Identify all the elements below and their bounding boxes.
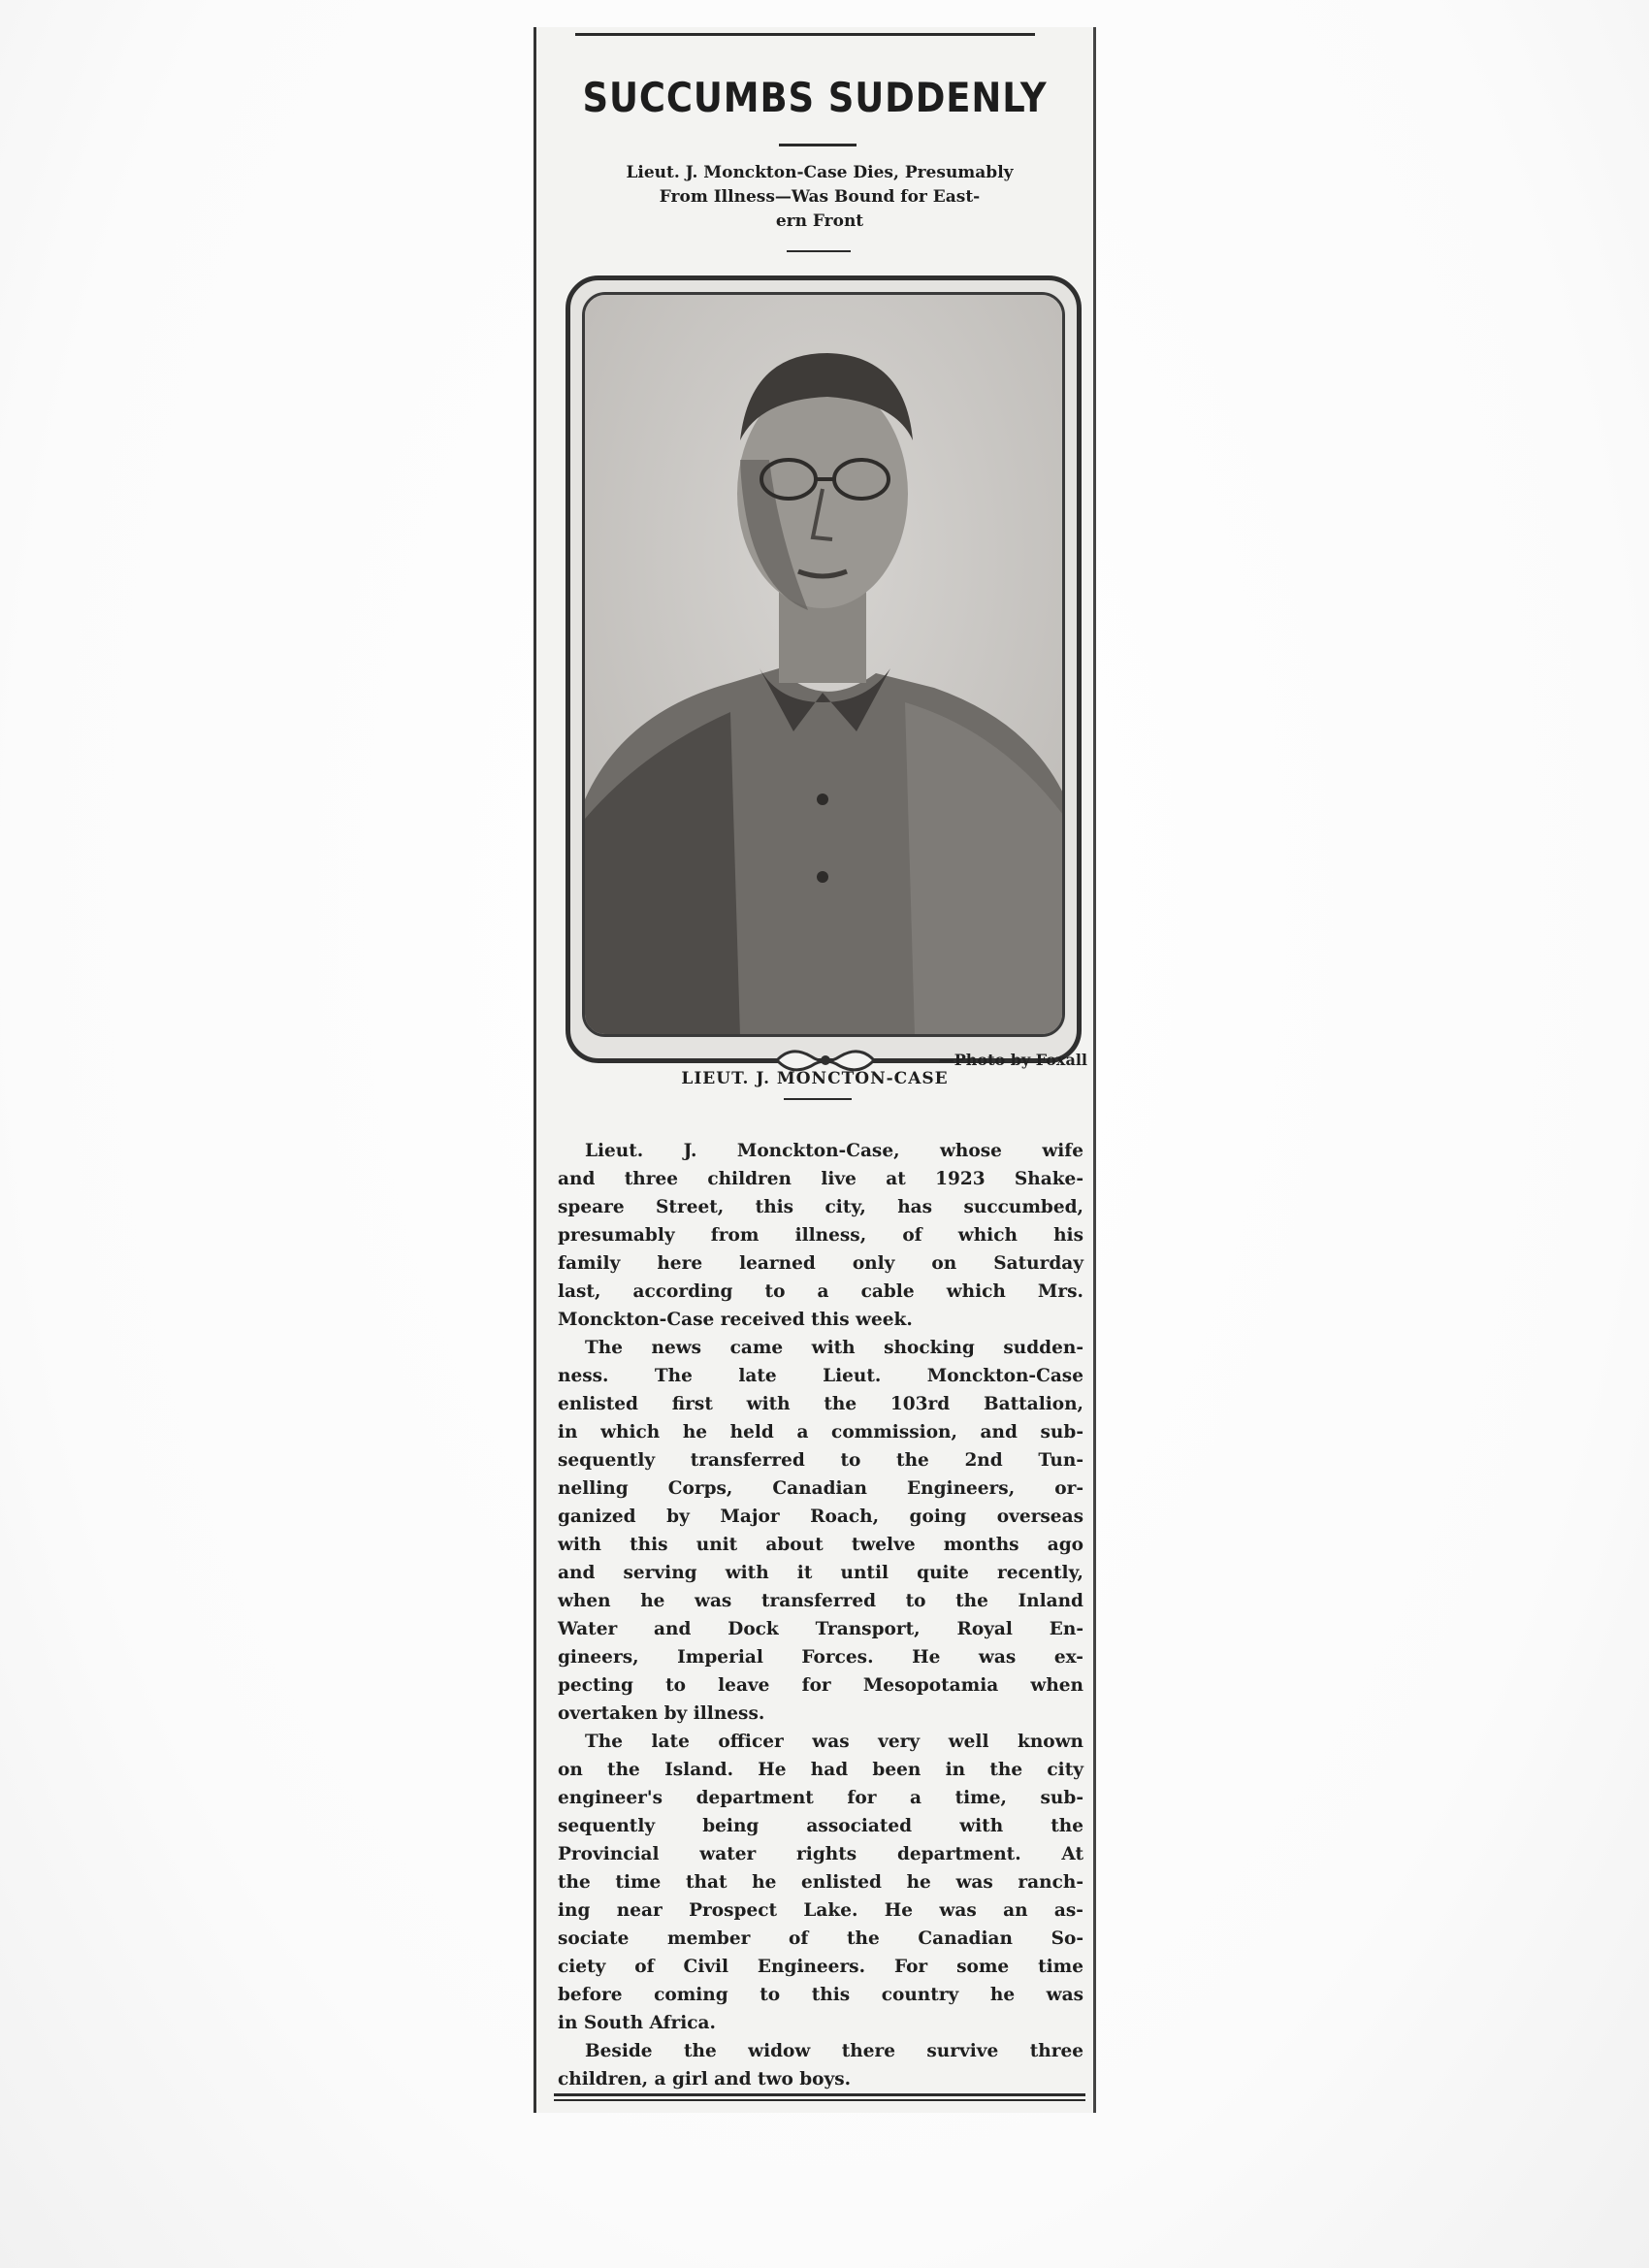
- article-line: and serving with it until quite recently,: [558, 1563, 1083, 1583]
- subheadline-line: ern Front: [775, 211, 864, 231]
- article-line: and three children live at 1923 Shake-: [558, 1169, 1083, 1189]
- article-line: ciety of Civil Engineers. For some time: [558, 1957, 1083, 1977]
- top-rule: [575, 33, 1035, 36]
- subheadline-divider: [787, 250, 851, 252]
- article-line: Lieut. J. Monckton-Case, whose wife: [585, 1141, 1083, 1161]
- article-line: in South Africa.: [558, 2013, 716, 2033]
- article-line: in which he held a commission, and sub-: [558, 1422, 1083, 1442]
- article-line: speare Street, this city, has succumbed,: [558, 1197, 1083, 1217]
- article-line: the time that he enlisted he was ranch-: [558, 1872, 1083, 1893]
- photo-caption: LIEUT. J. MONCTON-CASE: [681, 1069, 949, 1088]
- article-body: [558, 1137, 1083, 2093]
- subheadline-line: From Illness—Was Bound for East-: [659, 187, 981, 207]
- subheadline-line: Lieut. J. Monckton-Case Dies, Presumably: [626, 163, 1014, 182]
- portrait-photo: [582, 292, 1065, 1037]
- soldier-portrait-image: [585, 295, 1065, 1036]
- photo-credit: —Photo by Foxall: [938, 1051, 1087, 1069]
- article-line: presumably from illness, of which his: [558, 1225, 1083, 1246]
- subheadline: [556, 161, 1083, 234]
- article-line: on the Island. He had been in the city: [558, 1760, 1083, 1780]
- headline: SUCCUMBS SUDDENLY: [582, 74, 1048, 121]
- article-line: overtaken by illness.: [558, 1703, 765, 1724]
- article-line: pecting to leave for Mesopotamia when: [558, 1675, 1083, 1696]
- headline-divider: [779, 144, 857, 146]
- article-line: enlisted first with the 103rd Battalion,: [558, 1394, 1083, 1414]
- article-line: Water and Dock Transport, Royal En-: [558, 1619, 1083, 1639]
- article-line: ing near Prospect Lake. He was an as-: [558, 1900, 1083, 1921]
- portrait-photo-frame: [566, 275, 1082, 1063]
- article-line: sequently transferred to the 2nd Tun-: [558, 1450, 1083, 1471]
- article-line: sequently being associated with the: [558, 1816, 1083, 1836]
- article-line: The news came with shocking sudden-: [585, 1338, 1083, 1358]
- article-line: children, a girl and two boys.: [558, 2069, 852, 2090]
- bottom-rule-double: [554, 2099, 1085, 2101]
- article-line: last, according to a cable which Mrs.: [558, 1281, 1083, 1302]
- article-line: gineers, Imperial Forces. He was ex-: [558, 1647, 1083, 1668]
- article-line: ness. The late Lieut. Monckton-Case: [558, 1366, 1083, 1386]
- article-line: with this unit about twelve months ago: [558, 1535, 1083, 1555]
- article-line: when he was transferred to the Inland: [558, 1591, 1083, 1611]
- article-line: sociate member of the Canadian So-: [558, 1928, 1083, 1949]
- article-line: Beside the widow there survive three: [585, 2041, 1083, 2061]
- article-line: engineer's department for a time, sub-: [558, 1788, 1083, 1808]
- article-line: family here learned only on Saturday: [558, 1253, 1083, 1274]
- article-line: Monckton-Case received this week.: [558, 1310, 913, 1330]
- bottom-rule: [554, 2093, 1085, 2096]
- article-line: nelling Corps, Canadian Engineers, or-: [558, 1478, 1083, 1499]
- article-line: ganized by Major Roach, going overseas: [558, 1507, 1083, 1527]
- article-line: before coming to this country he was: [558, 1985, 1083, 2005]
- caption-divider: [784, 1098, 852, 1100]
- newspaper-clipping: [534, 27, 1096, 2113]
- article-line: The late officer was very well known: [585, 1732, 1083, 1752]
- article-line: Provincial water rights department. At: [558, 1844, 1083, 1864]
